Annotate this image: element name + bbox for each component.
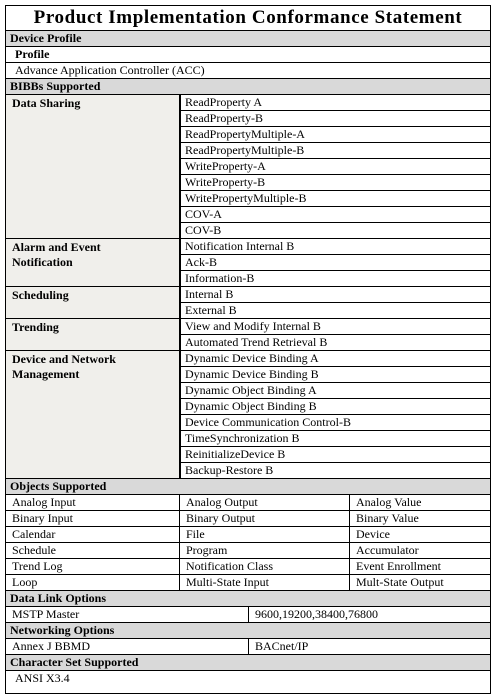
bibb-item: Automated Trend Retrieval B <box>185 335 328 349</box>
object-type-cell: Mult-State Output <box>350 575 491 591</box>
bibb-group-name-line: Notification <box>12 255 73 269</box>
networking-heading: Networking Options <box>6 623 490 639</box>
object-type-cell: Event Enrollment <box>350 559 491 575</box>
bibb-item: ReadProperty-B <box>181 111 490 127</box>
bibb-group-name <box>6 351 180 479</box>
bibb-group-name-line: Device and Network <box>12 352 116 366</box>
bibb-group-row <box>6 351 490 479</box>
bibb-item: Ack-B <box>181 255 490 271</box>
object-type-cell: Schedule <box>6 543 180 559</box>
bibb-item: Dynamic Object Binding A <box>181 383 490 399</box>
objects-heading: Objects Supported <box>6 479 490 495</box>
objects-table <box>6 495 490 591</box>
data-link-heading: Data Link Options <box>6 591 490 607</box>
bibb-items <box>180 351 490 479</box>
bibb-item: ReadProperty A <box>181 95 490 111</box>
bibb-item: WriteProperty-B <box>181 175 490 191</box>
table-row <box>6 559 490 575</box>
document-title: Product Implementation Conformance Statement <box>6 6 490 31</box>
networking-option-1: Annex J BBMD <box>6 639 249 655</box>
bibb-items <box>180 287 490 319</box>
bibb-item: Dynamic Device Binding B <box>181 367 490 383</box>
table-row <box>6 511 490 527</box>
bibb-group-name <box>6 239 180 287</box>
bibb-group-name-line: Scheduling <box>12 288 69 302</box>
bibbs-table <box>6 95 490 479</box>
bibb-item: Internal B <box>181 287 490 303</box>
table-row <box>6 575 490 591</box>
bibb-item: External B <box>185 303 237 317</box>
charset-heading: Character Set Supported <box>6 655 490 671</box>
object-type-cell: Binary Input <box>6 511 180 527</box>
bibb-item: WritePropertyMultiple-B <box>181 191 490 207</box>
data-link-baud-rates: 9600,19200,38400,76800 <box>249 607 491 623</box>
bibb-group-name-line: Management <box>12 367 80 381</box>
bibb-group-row <box>6 287 490 319</box>
bibb-item: Information-B <box>185 271 255 285</box>
data-link-type: MSTP Master <box>6 607 249 623</box>
object-type-cell: Trend Log <box>6 559 180 575</box>
bibb-items <box>180 95 490 239</box>
pics-document <box>5 5 491 694</box>
bibb-item: Device Communication Control-B <box>181 415 490 431</box>
object-type-cell: Analog Output <box>180 495 350 511</box>
bibbs-heading: BIBBs Supported <box>6 79 490 95</box>
bibb-item: COV-B <box>185 223 222 237</box>
bibb-item: Dynamic Device Binding A <box>181 351 490 367</box>
device-profile-heading: Device Profile <box>6 31 490 47</box>
bibb-group-row <box>6 239 490 287</box>
object-type-cell: Accumulator <box>350 543 491 559</box>
object-type-cell: Multi-State Input <box>180 575 350 591</box>
data-link-table <box>6 607 490 623</box>
table-row <box>6 607 490 623</box>
bibb-group-name <box>6 287 180 319</box>
object-type-cell: Binary Output <box>180 511 350 527</box>
table-row <box>6 495 490 511</box>
table-row <box>6 543 490 559</box>
bibb-group-name-line: Data Sharing <box>12 96 81 110</box>
bibb-group-row <box>6 319 490 351</box>
profile-value: Advance Application Controller (ACC) <box>6 63 490 79</box>
bibb-item: WriteProperty-A <box>181 159 490 175</box>
object-type-cell: Analog Input <box>6 495 180 511</box>
table-row <box>6 527 490 543</box>
bibb-group-name-line: Alarm and Event <box>12 240 101 254</box>
bibb-group-name-line: Trending <box>12 320 59 334</box>
object-type-cell: Analog Value <box>350 495 491 511</box>
bibb-group-row <box>6 95 490 239</box>
bibb-item: Dynamic Object Binding B <box>181 399 490 415</box>
object-type-cell: Program <box>180 543 350 559</box>
bibb-item: COV-A <box>181 207 490 223</box>
table-row <box>6 639 490 655</box>
object-type-cell: Binary Value <box>350 511 491 527</box>
object-type-cell: Notification Class <box>180 559 350 575</box>
bibb-item: ReadPropertyMultiple-B <box>181 143 490 159</box>
bibb-item: TimeSynchronization B <box>181 431 490 447</box>
profile-label: Profile <box>6 47 490 63</box>
bibb-items <box>180 239 490 287</box>
object-type-cell: Device <box>350 527 491 543</box>
networking-option-2: BACnet/IP <box>249 639 491 655</box>
bibb-item: Backup-Restore B <box>185 463 274 477</box>
bibb-item: ReadPropertyMultiple-A <box>181 127 490 143</box>
bibb-items <box>180 319 490 351</box>
bibb-group-name <box>6 319 180 351</box>
bibb-item: ReinitializeDevice B <box>181 447 490 463</box>
charset-value: ANSI X3.4 <box>15 671 70 685</box>
bibb-item: View and Modify Internal B <box>181 319 490 335</box>
bibb-item: Notification Internal B <box>181 239 490 255</box>
networking-table <box>6 639 490 655</box>
object-type-cell: Calendar <box>6 527 180 543</box>
object-type-cell: File <box>180 527 350 543</box>
bibb-group-name <box>6 95 180 239</box>
object-type-cell: Loop <box>6 575 180 591</box>
